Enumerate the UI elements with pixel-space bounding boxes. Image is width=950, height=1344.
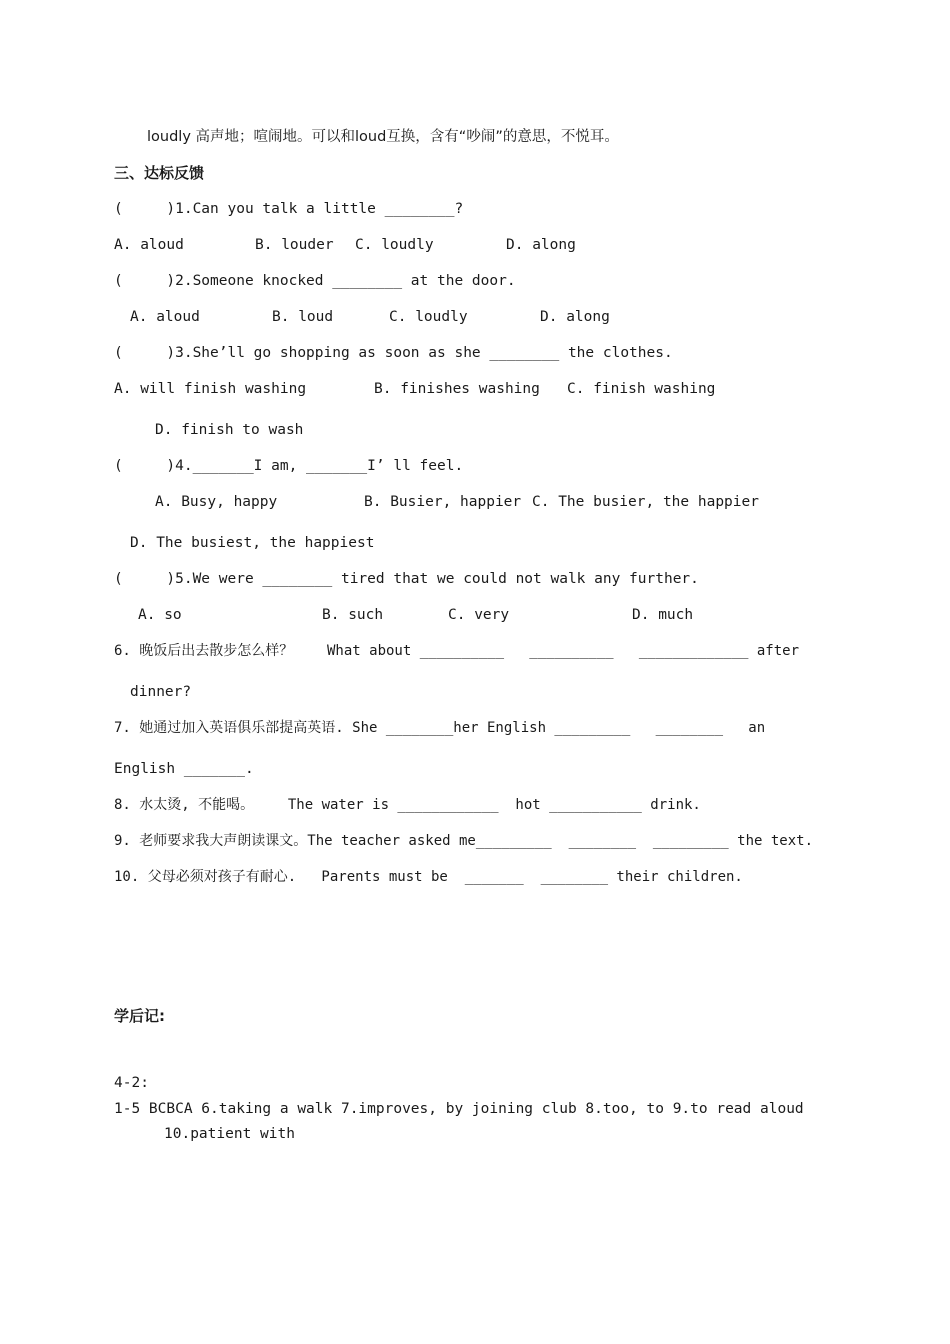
- question-1-option-b: B. louder: [255, 237, 334, 253]
- question-1-option-a: A. aloud: [114, 237, 184, 253]
- answers-line-2: 10.patient with: [164, 1126, 295, 1142]
- question-8-line-1: 8. 水太烫, 不能喝。 The water is ____________ hot ___________ drink.: [114, 797, 701, 813]
- question-5-option-c: C. very: [448, 607, 510, 623]
- after-study-label: 学后记:: [114, 1007, 165, 1025]
- question-5-option-a: A. so: [138, 607, 182, 623]
- question-2-option-d: D. along: [540, 309, 610, 325]
- question-4-option-c: C. The busier, the happier: [532, 494, 759, 510]
- question-3-stem: ( )3.She’ll go shopping as soon as she ________ the clothes.: [114, 345, 673, 361]
- question-5-option-b: B. such: [322, 607, 384, 623]
- question-3-option-d: D. finish to wash: [155, 422, 304, 438]
- question-1-stem: ( )1.Can you talk a little ________?: [114, 201, 464, 217]
- question-9-line-1: 9. 老师要求我大声朗读课文。The teacher asked me_________ ________ _________ the text.: [114, 833, 814, 849]
- question-2-option-c: C. loudly: [389, 309, 468, 325]
- answers-header: 4-2:: [114, 1075, 149, 1091]
- question-5-option-d: D. much: [632, 607, 694, 623]
- question-3-option-b: B. finishes washing: [374, 381, 540, 397]
- question-3-option-c: C. finish washing: [567, 381, 716, 397]
- question-4-option-b: B. Busier, happier: [364, 494, 522, 510]
- question-6-line-1: 6. 晚饭后出去散步怎么样？ What about __________ __________ _____________ after: [114, 643, 800, 659]
- question-4-option-d: D. The busiest, the happiest: [130, 535, 375, 551]
- question-5-stem: ( )5.We were ________ tired that we could not walk any further.: [114, 571, 699, 587]
- question-2-option-b: B. loud: [272, 309, 334, 325]
- question-2-stem: ( )2.Someone knocked ________ at the door.: [114, 273, 516, 289]
- question-4-stem: ( )4._______I am, _______I’ ll feel.: [114, 458, 464, 474]
- section-heading: 三、达标反馈: [114, 164, 205, 182]
- question-1-option-d: D. along: [506, 237, 576, 253]
- question-10-line-1: 10. 父母必须对孩子有耐心. Parents must be _______ ________ their children.: [114, 869, 743, 885]
- question-1-option-c: C. loudly: [355, 237, 434, 253]
- answers-line-1: 1-5 BCBCA 6.taking a walk 7.improves, by joining club 8.too, to 9.to read aloud: [114, 1101, 804, 1117]
- question-7-line-2: English _______.: [114, 761, 254, 777]
- question-6-line-2: dinner?: [130, 684, 192, 700]
- question-2-option-a: A. aloud: [130, 309, 200, 325]
- question-3-option-a: A. will finish washing: [114, 381, 307, 397]
- intro-line: loudly 高声地；喧闹地。可以和loud互换，含有“吵闹”的意思，不悦耳。: [147, 129, 619, 145]
- question-4-option-a: A. Busy, happy: [155, 494, 278, 510]
- question-7-line-1: 7. 她通过加入英语俱乐部提高英语. She ________her English _________ ________ an: [114, 720, 766, 736]
